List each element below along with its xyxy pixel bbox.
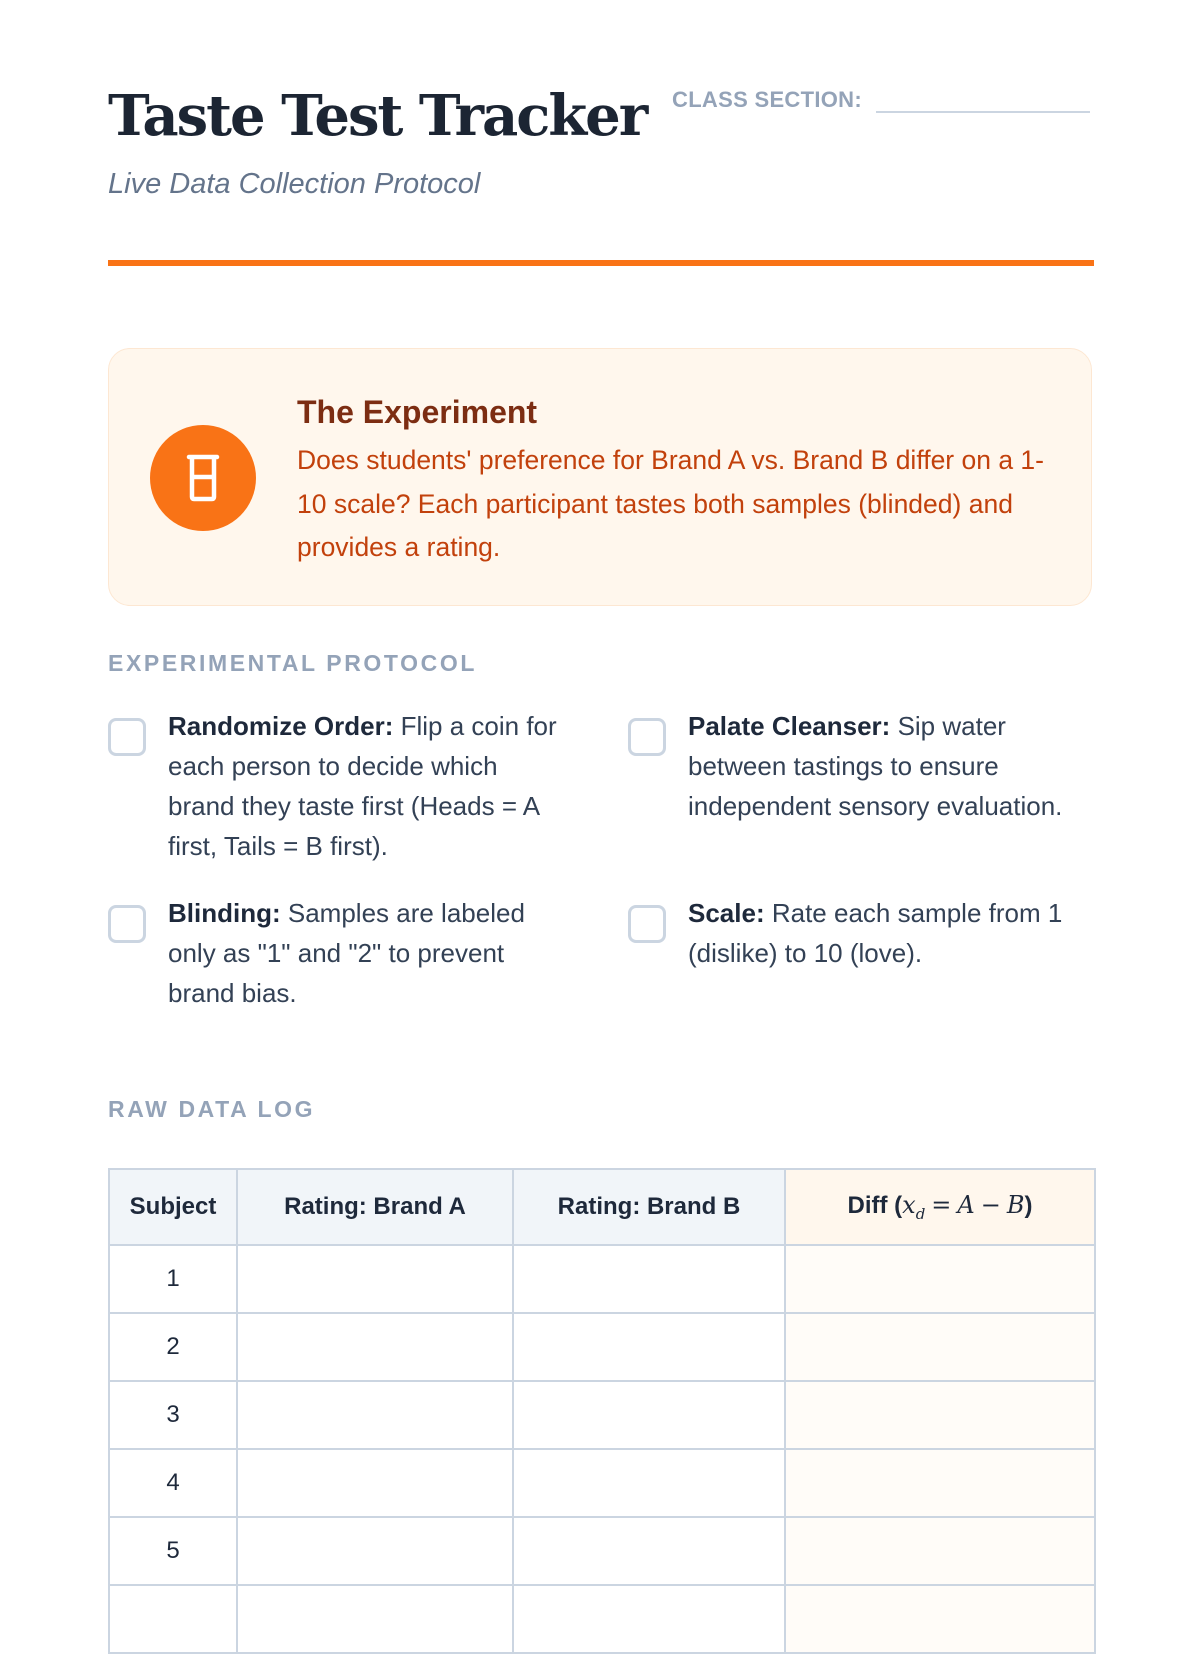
protocol-item-title: Palate Cleanser: (688, 711, 891, 741)
class-section-input[interactable] (876, 111, 1090, 113)
brand-b-rating-cell[interactable] (513, 1517, 785, 1585)
brand-b-rating-cell[interactable] (513, 1381, 785, 1449)
brand-a-rating-cell[interactable] (237, 1381, 513, 1449)
diff-formula: $x_d = A - B$ (902, 1191, 1025, 1223)
subject-cell: 3 (109, 1381, 237, 1449)
blinding-checkbox[interactable] (108, 905, 146, 943)
brand-b-rating-cell[interactable] (513, 1313, 785, 1381)
header-divider (108, 260, 1094, 266)
table-row (109, 1313, 1095, 1381)
protocol-section-label: EXPERIMENTAL PROTOCOL (108, 650, 477, 676)
page-title: Taste Test Tracker (108, 83, 647, 149)
column-header-diff: Diff $(x_d = A - B)$ (785, 1169, 1095, 1245)
table-row (109, 1381, 1095, 1449)
protocol-item-text: Rate each sample from 1 (dislike) to 10 (love). (688, 898, 1063, 968)
table-header-row (109, 1169, 1095, 1245)
class-section-label: CLASS SECTION: (672, 87, 862, 112)
protocol-item-text: Sip water between tastings to ensure independent sensory evaluation. (688, 711, 1063, 821)
table-row (109, 1245, 1095, 1313)
randomize-checkbox[interactable] (108, 718, 146, 756)
diff-cell[interactable] (785, 1585, 1095, 1653)
protocol-item-text: Samples are labeled only as "1" and "2" to prevent brand bias. (168, 898, 525, 1008)
table-row (109, 1517, 1095, 1585)
brand-a-rating-cell[interactable] (237, 1449, 513, 1517)
brand-a-rating-cell[interactable] (237, 1517, 513, 1585)
diff-cell[interactable] (785, 1517, 1095, 1585)
data-log-table (108, 1168, 1096, 1654)
subject-cell: 2 (109, 1313, 237, 1381)
brand-a-rating-cell[interactable] (237, 1245, 513, 1313)
column-header-brand-a: Rating: Brand A (237, 1169, 513, 1245)
column-header-subject: Subject (109, 1169, 237, 1245)
protocol-item-title: Blinding: (168, 898, 281, 928)
diff-cell[interactable] (785, 1381, 1095, 1449)
experiment-heading: The Experiment (297, 394, 538, 430)
beaker-icon (150, 425, 256, 531)
table-row (109, 1449, 1095, 1517)
table-row (109, 1585, 1095, 1653)
diff-cell[interactable] (785, 1449, 1095, 1517)
scale-checkbox[interactable] (628, 905, 666, 943)
class-section-field (672, 84, 1090, 116)
palate-cleanser-checkbox[interactable] (628, 718, 666, 756)
column-header-brand-b: Rating: Brand B (513, 1169, 785, 1245)
experiment-description: Does students' preference for Brand A vs. Brand B differ on a 1-10 scale? Each participant tastes both samples (blinded) and provides a rating. (297, 445, 1044, 562)
diff-cell[interactable] (785, 1313, 1095, 1381)
data-log-section-label: RAW DATA LOG (108, 1096, 316, 1122)
brand-b-rating-cell[interactable] (513, 1585, 785, 1653)
experiment-card (108, 348, 1092, 606)
brand-a-rating-cell[interactable] (237, 1585, 513, 1653)
diff-cell[interactable] (785, 1245, 1095, 1313)
beaker-icon-glyph (183, 453, 223, 503)
protocol-item-title: Scale: (688, 898, 765, 928)
page-subtitle: Live Data Collection Protocol (108, 168, 481, 200)
subject-cell: 4 (109, 1449, 237, 1517)
brand-b-rating-cell[interactable] (513, 1245, 785, 1313)
brand-b-rating-cell[interactable] (513, 1449, 785, 1517)
brand-a-rating-cell[interactable] (237, 1313, 513, 1381)
subject-cell (109, 1585, 237, 1653)
subject-cell: 5 (109, 1517, 237, 1585)
data-log-table-wrapper (108, 1168, 1094, 1654)
subject-cell: 1 (109, 1245, 237, 1313)
protocol-item-title: Randomize Order: (168, 711, 394, 741)
protocol-item-text: Flip a coin for each person to decide which brand they taste first (Heads = A first, Tails = B first). (168, 711, 557, 861)
